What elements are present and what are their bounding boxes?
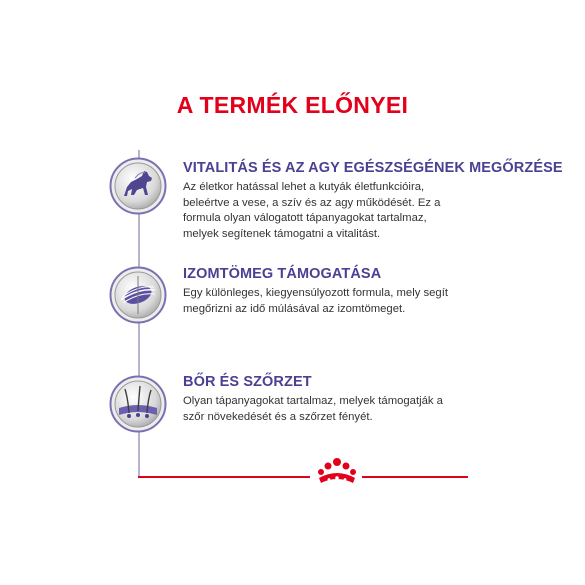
benefit-text-line: Az életkor hatással lehet a kutyák életfunkcióira, <box>183 181 425 193</box>
royal-canin-crown-icon <box>314 454 360 488</box>
benefit-muscle <box>183 265 503 317</box>
benefit-text-line: beleértve a vese, a szív és az agy működését. Ez a <box>183 196 441 209</box>
benefit-text-line: formula olyan válogatott tápanyagokat tartalmaz, <box>183 212 427 224</box>
benefit-title: BŐR ÉS SZŐRZET <box>183 374 312 390</box>
benefit-text-line: megőrizni az idő múlásával az izomtömeget. <box>183 302 406 315</box>
benefit-vitality <box>183 159 563 242</box>
bottom-divider-left <box>138 476 310 478</box>
benefit-skin-coat <box>183 373 503 425</box>
benefit-title: IZOMTÖMEG TÁMOGATÁSA <box>183 266 382 282</box>
bottom-divider-right <box>362 476 468 478</box>
dog-silhouette-icon <box>109 157 167 215</box>
page-title: A TERMÉK ELŐNYEI <box>176 92 409 118</box>
benefit-description <box>183 180 503 242</box>
benefit-text-line: Olyan tápanyagokat tartalmaz, melyek támogatják a <box>183 395 443 407</box>
benefit-title: VITALITÁS ÉS AZ AGY EGÉSZSÉGÉNEK MEGŐRZÉSE <box>183 160 563 176</box>
benefit-description <box>183 286 503 317</box>
muscle-fiber-icon <box>109 266 167 324</box>
benefit-text-line: Egy különleges, kiegyensúlyozott formula, mely segít <box>183 287 448 299</box>
benefit-text-line: szőr növekedését és a szőrzet fényét. <box>183 410 373 423</box>
hair-follicle-icon <box>109 375 167 433</box>
benefit-description <box>183 394 503 425</box>
benefit-text-line: melyek segítenek támogatni a vitalitást. <box>183 227 381 240</box>
